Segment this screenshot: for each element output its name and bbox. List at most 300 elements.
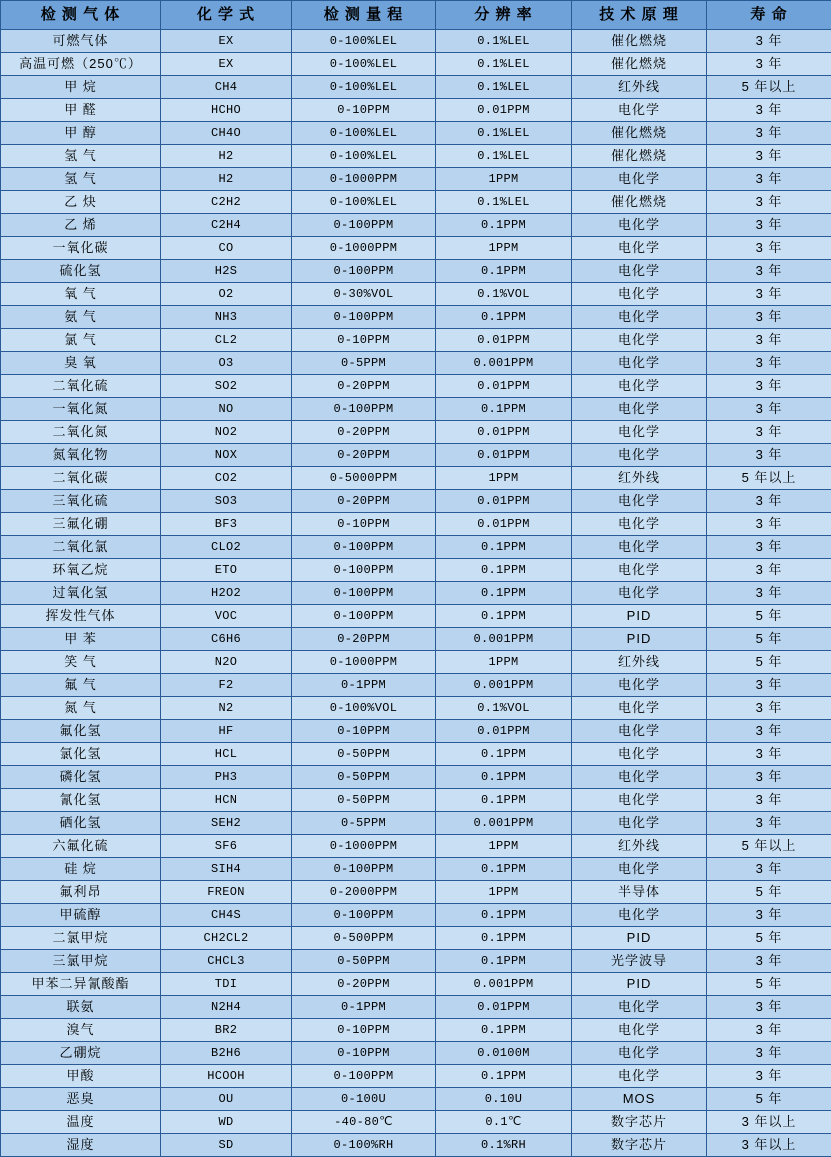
- table-row: [1, 559, 831, 582]
- cell-technology: 电化学: [572, 858, 707, 881]
- cell-technology: 数字芯片: [572, 1111, 707, 1134]
- column-header-lifespan: 寿 命: [707, 1, 831, 30]
- cell-gas-name: 湿度: [1, 1134, 161, 1157]
- cell-gas-name: 甲 醛: [1, 99, 161, 122]
- cell-technology: 电化学: [572, 559, 707, 582]
- cell-resolution: 0.01PPM: [436, 421, 572, 444]
- table-row: [1, 421, 831, 444]
- cell-chemical-formula: BF3: [161, 513, 292, 536]
- cell-chemical-formula: FREON: [161, 881, 292, 904]
- table-row: [1, 1088, 831, 1111]
- table-row: [1, 812, 831, 835]
- cell-resolution: 0.1%LEL: [436, 191, 572, 214]
- cell-resolution: 0.1%LEL: [436, 145, 572, 168]
- cell-detection-range: 0-100PPM: [292, 536, 436, 559]
- cell-technology: 电化学: [572, 260, 707, 283]
- table-row: [1, 283, 831, 306]
- cell-lifespan: 3 年: [707, 398, 831, 421]
- table-row: [1, 720, 831, 743]
- cell-detection-range: 0-100U: [292, 1088, 436, 1111]
- cell-chemical-formula: EX: [161, 30, 292, 53]
- cell-gas-name: 甲 烷: [1, 76, 161, 99]
- table-row: [1, 306, 831, 329]
- table-row: [1, 53, 831, 76]
- table-row: [1, 30, 831, 53]
- cell-resolution: 0.1PPM: [436, 605, 572, 628]
- cell-detection-range: 0-5PPM: [292, 812, 436, 835]
- cell-gas-name: 恶臭: [1, 1088, 161, 1111]
- cell-lifespan: 3 年: [707, 260, 831, 283]
- table-row: [1, 973, 831, 996]
- cell-detection-range: 0-100PPM: [292, 1065, 436, 1088]
- cell-lifespan: 3 年以上: [707, 1111, 831, 1134]
- cell-technology: 电化学: [572, 789, 707, 812]
- cell-gas-name: 硅 烷: [1, 858, 161, 881]
- cell-detection-range: 0-100%LEL: [292, 76, 436, 99]
- cell-chemical-formula: H2: [161, 145, 292, 168]
- cell-detection-range: 0-10PPM: [292, 513, 436, 536]
- cell-technology: PID: [572, 605, 707, 628]
- cell-detection-range: 0-1PPM: [292, 674, 436, 697]
- table-row: [1, 536, 831, 559]
- cell-chemical-formula: VOC: [161, 605, 292, 628]
- cell-detection-range: 0-20PPM: [292, 444, 436, 467]
- cell-technology: 电化学: [572, 421, 707, 444]
- table-row: [1, 398, 831, 421]
- cell-gas-name: 乙 炔: [1, 191, 161, 214]
- cell-resolution: 0.01PPM: [436, 329, 572, 352]
- cell-gas-name: 氧 气: [1, 283, 161, 306]
- cell-gas-name: 氮氧化物: [1, 444, 161, 467]
- cell-gas-name: 笑 气: [1, 651, 161, 674]
- table-row: [1, 743, 831, 766]
- table-row: [1, 881, 831, 904]
- cell-chemical-formula: H2: [161, 168, 292, 191]
- cell-chemical-formula: ETO: [161, 559, 292, 582]
- cell-technology: 电化学: [572, 904, 707, 927]
- cell-gas-name: 氟利昂: [1, 881, 161, 904]
- cell-technology: 数字芯片: [572, 1134, 707, 1157]
- table-row: [1, 697, 831, 720]
- cell-gas-name: 氟化氢: [1, 720, 161, 743]
- table-row: [1, 214, 831, 237]
- cell-detection-range: 0-10PPM: [292, 1042, 436, 1065]
- cell-gas-name: 甲 醇: [1, 122, 161, 145]
- cell-chemical-formula: N2: [161, 697, 292, 720]
- cell-gas-name: 三氧化硫: [1, 490, 161, 513]
- cell-detection-range: 0-20PPM: [292, 490, 436, 513]
- cell-gas-name: 一氧化碳: [1, 237, 161, 260]
- cell-detection-range: 0-10PPM: [292, 720, 436, 743]
- cell-technology: 催化燃烧: [572, 191, 707, 214]
- cell-detection-range: 0-100PPM: [292, 398, 436, 421]
- table-row: [1, 329, 831, 352]
- cell-resolution: 0.1PPM: [436, 1065, 572, 1088]
- cell-chemical-formula: SEH2: [161, 812, 292, 835]
- cell-detection-range: 0-20PPM: [292, 375, 436, 398]
- cell-technology: 电化学: [572, 1065, 707, 1088]
- column-header-resolution: 分 辨 率: [436, 1, 572, 30]
- cell-chemical-formula: HF: [161, 720, 292, 743]
- cell-gas-name: 六氟化硫: [1, 835, 161, 858]
- cell-detection-range: -40-80℃: [292, 1111, 436, 1134]
- cell-lifespan: 3 年: [707, 812, 831, 835]
- cell-chemical-formula: B2H6: [161, 1042, 292, 1065]
- cell-resolution: 0.01PPM: [436, 99, 572, 122]
- cell-technology: 电化学: [572, 743, 707, 766]
- cell-detection-range: 0-100PPM: [292, 858, 436, 881]
- cell-gas-name: 二氧化氯: [1, 536, 161, 559]
- cell-technology: PID: [572, 628, 707, 651]
- table-row: [1, 352, 831, 375]
- cell-chemical-formula: O3: [161, 352, 292, 375]
- cell-chemical-formula: N2H4: [161, 996, 292, 1019]
- cell-resolution: 0.1%VOL: [436, 697, 572, 720]
- cell-resolution: 0.1PPM: [436, 214, 572, 237]
- cell-gas-name: 硒化氢: [1, 812, 161, 835]
- cell-lifespan: 5 年: [707, 973, 831, 996]
- cell-detection-range: 0-100PPM: [292, 904, 436, 927]
- cell-lifespan: 3 年: [707, 559, 831, 582]
- table-row: [1, 191, 831, 214]
- table-row: [1, 927, 831, 950]
- cell-resolution: 0.1PPM: [436, 904, 572, 927]
- cell-lifespan: 5 年: [707, 1088, 831, 1111]
- cell-detection-range: 0-10PPM: [292, 1019, 436, 1042]
- cell-lifespan: 3 年: [707, 950, 831, 973]
- cell-resolution: 0.1%LEL: [436, 76, 572, 99]
- cell-resolution: 0.1PPM: [436, 858, 572, 881]
- cell-technology: 电化学: [572, 812, 707, 835]
- cell-lifespan: 5 年: [707, 651, 831, 674]
- cell-lifespan: 3 年: [707, 214, 831, 237]
- cell-gas-name: 甲酸: [1, 1065, 161, 1088]
- cell-lifespan: 3 年: [707, 53, 831, 76]
- cell-gas-name: 氟 气: [1, 674, 161, 697]
- cell-technology: 红外线: [572, 651, 707, 674]
- cell-chemical-formula: PH3: [161, 766, 292, 789]
- cell-gas-name: 可燃气体: [1, 30, 161, 53]
- cell-detection-range: 0-20PPM: [292, 421, 436, 444]
- cell-lifespan: 5 年: [707, 881, 831, 904]
- cell-chemical-formula: BR2: [161, 1019, 292, 1042]
- cell-gas-name: 过氧化氢: [1, 582, 161, 605]
- cell-chemical-formula: CH2CL2: [161, 927, 292, 950]
- cell-chemical-formula: SD: [161, 1134, 292, 1157]
- cell-resolution: 0.1PPM: [436, 260, 572, 283]
- cell-gas-name: 甲 苯: [1, 628, 161, 651]
- cell-technology: 电化学: [572, 582, 707, 605]
- cell-detection-range: 0-100PPM: [292, 306, 436, 329]
- cell-gas-name: 氢 气: [1, 145, 161, 168]
- cell-resolution: 0.0100M: [436, 1042, 572, 1065]
- cell-chemical-formula: C2H2: [161, 191, 292, 214]
- cell-detection-range: 0-20PPM: [292, 973, 436, 996]
- cell-lifespan: 3 年: [707, 444, 831, 467]
- cell-resolution: 0.1PPM: [436, 766, 572, 789]
- cell-technology: 电化学: [572, 168, 707, 191]
- cell-detection-range: 0-100%LEL: [292, 191, 436, 214]
- table-row: [1, 168, 831, 191]
- cell-resolution: 1PPM: [436, 651, 572, 674]
- column-header-gas-name: 检 测 气 体: [1, 1, 161, 30]
- cell-technology: 红外线: [572, 835, 707, 858]
- cell-resolution: 0.001PPM: [436, 812, 572, 835]
- cell-resolution: 0.01PPM: [436, 490, 572, 513]
- cell-technology: 电化学: [572, 375, 707, 398]
- cell-chemical-formula: WD: [161, 1111, 292, 1134]
- cell-chemical-formula: C2H4: [161, 214, 292, 237]
- cell-chemical-formula: HCN: [161, 789, 292, 812]
- cell-chemical-formula: EX: [161, 53, 292, 76]
- table-row: [1, 513, 831, 536]
- cell-gas-name: 高温可燃（250℃）: [1, 53, 161, 76]
- cell-resolution: 0.001PPM: [436, 674, 572, 697]
- cell-technology: MOS: [572, 1088, 707, 1111]
- cell-resolution: 0.01PPM: [436, 513, 572, 536]
- cell-lifespan: 3 年: [707, 490, 831, 513]
- table-row: [1, 444, 831, 467]
- cell-chemical-formula: CHCL3: [161, 950, 292, 973]
- cell-technology: 半导体: [572, 881, 707, 904]
- cell-gas-name: 甲硫醇: [1, 904, 161, 927]
- cell-resolution: 0.1PPM: [436, 1019, 572, 1042]
- cell-chemical-formula: HCHO: [161, 99, 292, 122]
- cell-resolution: 0.01PPM: [436, 375, 572, 398]
- cell-lifespan: 5 年: [707, 927, 831, 950]
- cell-detection-range: 0-1000PPM: [292, 651, 436, 674]
- cell-lifespan: 3 年: [707, 1042, 831, 1065]
- cell-lifespan: 5 年以上: [707, 76, 831, 99]
- cell-detection-range: 0-5PPM: [292, 352, 436, 375]
- cell-resolution: 0.1%LEL: [436, 53, 572, 76]
- cell-lifespan: 3 年: [707, 720, 831, 743]
- cell-detection-range: 0-5000PPM: [292, 467, 436, 490]
- cell-detection-range: 0-1PPM: [292, 996, 436, 1019]
- cell-technology: 电化学: [572, 398, 707, 421]
- cell-chemical-formula: O2: [161, 283, 292, 306]
- column-header-detection-range: 检 测 量 程: [292, 1, 436, 30]
- cell-chemical-formula: CH4: [161, 76, 292, 99]
- cell-detection-range: 0-100PPM: [292, 260, 436, 283]
- cell-resolution: 0.1℃: [436, 1111, 572, 1134]
- cell-resolution: 1PPM: [436, 168, 572, 191]
- cell-detection-range: 0-100PPM: [292, 559, 436, 582]
- cell-resolution: 0.1PPM: [436, 950, 572, 973]
- cell-gas-name: 联氨: [1, 996, 161, 1019]
- cell-lifespan: 3 年: [707, 697, 831, 720]
- cell-resolution: 0.01PPM: [436, 444, 572, 467]
- table-row: [1, 582, 831, 605]
- cell-resolution: 0.1%LEL: [436, 30, 572, 53]
- table-row: [1, 260, 831, 283]
- cell-technology: 催化燃烧: [572, 53, 707, 76]
- table-row: [1, 789, 831, 812]
- cell-gas-name: 温度: [1, 1111, 161, 1134]
- cell-chemical-formula: NO: [161, 398, 292, 421]
- cell-technology: 电化学: [572, 444, 707, 467]
- cell-chemical-formula: C6H6: [161, 628, 292, 651]
- cell-resolution: 0.1PPM: [436, 927, 572, 950]
- table-row: [1, 674, 831, 697]
- table-body: [1, 30, 831, 1157]
- cell-detection-range: 0-50PPM: [292, 789, 436, 812]
- cell-technology: 电化学: [572, 697, 707, 720]
- table-row: [1, 145, 831, 168]
- cell-lifespan: 5 年: [707, 628, 831, 651]
- cell-lifespan: 3 年: [707, 1019, 831, 1042]
- cell-chemical-formula: NH3: [161, 306, 292, 329]
- cell-detection-range: 0-10PPM: [292, 329, 436, 352]
- cell-technology: 电化学: [572, 214, 707, 237]
- cell-chemical-formula: SF6: [161, 835, 292, 858]
- cell-gas-name: 溴气: [1, 1019, 161, 1042]
- table-row: [1, 122, 831, 145]
- cell-chemical-formula: CLO2: [161, 536, 292, 559]
- column-header-chemical-formula: 化 学 式: [161, 1, 292, 30]
- cell-resolution: 1PPM: [436, 237, 572, 260]
- cell-resolution: 0.1PPM: [436, 398, 572, 421]
- cell-resolution: 0.1PPM: [436, 536, 572, 559]
- cell-chemical-formula: F2: [161, 674, 292, 697]
- cell-lifespan: 3 年: [707, 904, 831, 927]
- cell-lifespan: 5 年: [707, 605, 831, 628]
- cell-gas-name: 氰化氢: [1, 789, 161, 812]
- cell-detection-range: 0-20PPM: [292, 628, 436, 651]
- cell-gas-name: 氢 气: [1, 168, 161, 191]
- cell-detection-range: 0-500PPM: [292, 927, 436, 950]
- table-row: [1, 1111, 831, 1134]
- cell-gas-name: 三氟化硼: [1, 513, 161, 536]
- cell-resolution: 1PPM: [436, 835, 572, 858]
- cell-lifespan: 3 年: [707, 674, 831, 697]
- cell-technology: 电化学: [572, 352, 707, 375]
- cell-lifespan: 3 年: [707, 375, 831, 398]
- cell-technology: 电化学: [572, 1042, 707, 1065]
- table-header: [1, 1, 831, 30]
- cell-technology: 催化燃烧: [572, 122, 707, 145]
- cell-detection-range: 0-50PPM: [292, 743, 436, 766]
- cell-lifespan: 3 年: [707, 789, 831, 812]
- cell-lifespan: 3 年: [707, 191, 831, 214]
- cell-technology: 电化学: [572, 536, 707, 559]
- cell-gas-name: 乙 烯: [1, 214, 161, 237]
- cell-lifespan: 3 年: [707, 168, 831, 191]
- cell-detection-range: 0-1000PPM: [292, 168, 436, 191]
- cell-technology: 电化学: [572, 237, 707, 260]
- cell-detection-range: 0-100%LEL: [292, 145, 436, 168]
- cell-technology: 电化学: [572, 996, 707, 1019]
- table-row: [1, 766, 831, 789]
- table-header-row: [1, 1, 831, 30]
- column-header-technology: 技 术 原 理: [572, 1, 707, 30]
- cell-technology: 电化学: [572, 674, 707, 697]
- cell-technology: 红外线: [572, 76, 707, 99]
- table-row: [1, 467, 831, 490]
- cell-lifespan: 3 年: [707, 513, 831, 536]
- cell-chemical-formula: N2O: [161, 651, 292, 674]
- cell-resolution: 0.1PPM: [436, 743, 572, 766]
- cell-chemical-formula: SIH4: [161, 858, 292, 881]
- cell-lifespan: 3 年: [707, 122, 831, 145]
- cell-resolution: 0.01PPM: [436, 996, 572, 1019]
- cell-gas-name: 二氧化氮: [1, 421, 161, 444]
- table-row: [1, 490, 831, 513]
- table-row: [1, 996, 831, 1019]
- cell-gas-name: 二氯甲烷: [1, 927, 161, 950]
- cell-resolution: 1PPM: [436, 467, 572, 490]
- cell-detection-range: 0-50PPM: [292, 950, 436, 973]
- cell-detection-range: 0-100PPM: [292, 582, 436, 605]
- cell-gas-name: 乙硼烷: [1, 1042, 161, 1065]
- cell-lifespan: 3 年: [707, 1065, 831, 1088]
- cell-technology: PID: [572, 927, 707, 950]
- cell-chemical-formula: SO2: [161, 375, 292, 398]
- cell-gas-name: 氮 气: [1, 697, 161, 720]
- cell-detection-range: 0-100%RH: [292, 1134, 436, 1157]
- cell-lifespan: 3 年: [707, 743, 831, 766]
- cell-resolution: 0.01PPM: [436, 720, 572, 743]
- cell-chemical-formula: CL2: [161, 329, 292, 352]
- cell-lifespan: 3 年以上: [707, 1134, 831, 1157]
- cell-resolution: 0.001PPM: [436, 628, 572, 651]
- cell-resolution: 0.1%RH: [436, 1134, 572, 1157]
- cell-lifespan: 3 年: [707, 283, 831, 306]
- cell-lifespan: 3 年: [707, 421, 831, 444]
- cell-lifespan: 3 年: [707, 996, 831, 1019]
- cell-detection-range: 0-100%LEL: [292, 30, 436, 53]
- cell-detection-range: 0-50PPM: [292, 766, 436, 789]
- cell-detection-range: 0-2000PPM: [292, 881, 436, 904]
- cell-lifespan: 3 年: [707, 329, 831, 352]
- cell-technology: 电化学: [572, 766, 707, 789]
- cell-chemical-formula: HCL: [161, 743, 292, 766]
- cell-chemical-formula: OU: [161, 1088, 292, 1111]
- table-row: [1, 1042, 831, 1065]
- cell-technology: PID: [572, 973, 707, 996]
- cell-lifespan: 3 年: [707, 145, 831, 168]
- cell-lifespan: 3 年: [707, 582, 831, 605]
- cell-gas-name: 三氯甲烷: [1, 950, 161, 973]
- cell-gas-name: 一氧化氮: [1, 398, 161, 421]
- cell-gas-name: 氯化氢: [1, 743, 161, 766]
- table-row: [1, 835, 831, 858]
- cell-technology: 电化学: [572, 283, 707, 306]
- cell-technology: 催化燃烧: [572, 30, 707, 53]
- cell-technology: 电化学: [572, 306, 707, 329]
- table-row: [1, 858, 831, 881]
- table-row: [1, 1065, 831, 1088]
- cell-gas-name: 挥发性气体: [1, 605, 161, 628]
- cell-gas-name: 氨 气: [1, 306, 161, 329]
- cell-resolution: 0.10U: [436, 1088, 572, 1111]
- cell-resolution: 1PPM: [436, 881, 572, 904]
- table-row: [1, 375, 831, 398]
- table-row: [1, 1134, 831, 1157]
- cell-gas-name: 氯 气: [1, 329, 161, 352]
- cell-lifespan: 5 年以上: [707, 467, 831, 490]
- cell-gas-name: 二氧化硫: [1, 375, 161, 398]
- cell-technology: 电化学: [572, 513, 707, 536]
- cell-chemical-formula: TDI: [161, 973, 292, 996]
- cell-gas-name: 臭 氧: [1, 352, 161, 375]
- cell-lifespan: 3 年: [707, 352, 831, 375]
- cell-resolution: 0.001PPM: [436, 973, 572, 996]
- cell-detection-range: 0-100%VOL: [292, 697, 436, 720]
- cell-gas-name: 甲苯二异氰酸酯: [1, 973, 161, 996]
- cell-lifespan: 3 年: [707, 306, 831, 329]
- cell-chemical-formula: CO: [161, 237, 292, 260]
